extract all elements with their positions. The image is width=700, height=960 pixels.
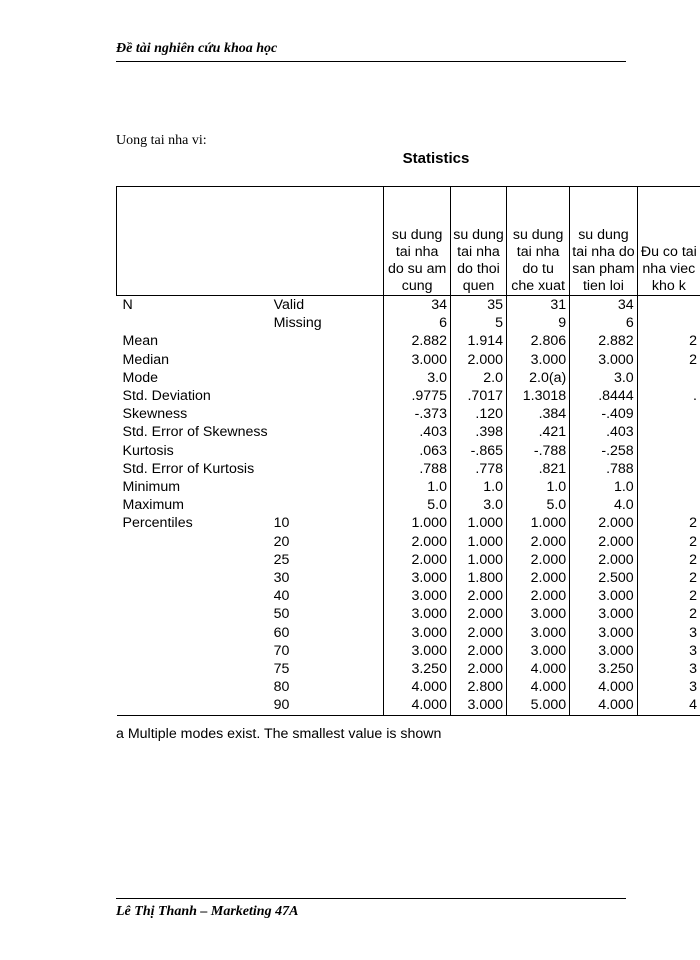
table-cell: 34 — [384, 296, 451, 315]
table-cell: .384 — [507, 405, 570, 423]
table-cell: 2 — [637, 332, 700, 350]
table-row — [117, 478, 700, 496]
table-cell: .120 — [450, 405, 506, 423]
table-cell: 5 — [450, 314, 506, 332]
footnote: a Multiple modes exist. The smallest value is shown — [116, 726, 442, 742]
table-cell: 2.000 — [507, 587, 570, 605]
table-cell: 1.000 — [450, 551, 506, 569]
table-cell: 2.000 — [570, 551, 638, 569]
table-cell: 3.000 — [507, 642, 570, 660]
table-cell: 1.0 — [450, 478, 506, 496]
table-cell: 6 — [384, 314, 451, 332]
table-cell: 3.000 — [507, 605, 570, 623]
table-cell: -.865 — [450, 442, 506, 460]
row-sublabel: 80 — [273, 679, 290, 696]
table-cell: 3.000 — [384, 605, 451, 623]
table-cell: 4.000 — [384, 696, 451, 715]
row-label: Median — [122, 351, 170, 368]
table-row — [117, 442, 700, 460]
table-row — [117, 296, 700, 315]
table-cell: 3.000 — [507, 351, 570, 369]
column-header: su dung tai nha do thoi quen — [450, 187, 506, 296]
row-sublabel — [271, 460, 384, 478]
table-cell: 5.0 — [384, 496, 451, 514]
table-cell: 1.3018 — [507, 387, 570, 405]
table-cell: 1.000 — [450, 514, 506, 532]
row-sublabel: 50 — [273, 606, 290, 623]
table-cell: 2.000 — [507, 551, 570, 569]
row-sublabel: 60 — [273, 624, 290, 641]
row-label: Mean — [122, 333, 158, 350]
footer-rule — [116, 898, 626, 899]
table-row — [117, 460, 700, 478]
table-cell: 2.0(a) — [507, 369, 570, 387]
table-cell: -.788 — [507, 442, 570, 460]
table-cell — [637, 296, 700, 315]
table-cell: .063 — [384, 442, 451, 460]
table-cell: 3.000 — [384, 587, 451, 605]
table-cell: 3.000 — [570, 624, 638, 642]
table-cell: 3.000 — [384, 351, 451, 369]
table-row — [117, 369, 700, 387]
table-row — [117, 660, 700, 678]
row-sublabel: 10 — [273, 515, 290, 532]
table-row — [117, 332, 700, 350]
table-cell: 3.000 — [450, 696, 506, 715]
intro-text: Uong tai nha vi: — [116, 133, 207, 148]
row-label: Maximum — [122, 497, 184, 514]
table-row — [117, 423, 700, 441]
table-cell: -.258 — [570, 442, 638, 460]
column-header: Đu co tai nha viec kho k — [637, 187, 700, 296]
table-body — [117, 296, 700, 716]
table-cell: -.373 — [384, 405, 451, 423]
row-label: Minimum — [122, 479, 181, 496]
table-cell: 4.000 — [384, 678, 451, 696]
table-cell — [637, 405, 700, 423]
table-row — [117, 387, 700, 405]
table-cell: 3 — [637, 624, 700, 642]
table-cell: 2.000 — [450, 642, 506, 660]
corner-cell — [117, 187, 384, 296]
table-cell: 2 — [637, 514, 700, 532]
table-row — [117, 642, 700, 660]
table-cell: 2.0 — [450, 369, 506, 387]
table-cell: 34 — [570, 296, 638, 315]
row-label — [117, 642, 271, 660]
table-cell: 2.806 — [507, 332, 570, 350]
row-sublabel: 25 — [273, 551, 290, 568]
row-label — [117, 569, 271, 587]
table-cell: 5.000 — [507, 696, 570, 715]
table-title: Statistics — [402, 150, 470, 167]
row-sublabel: 70 — [273, 642, 290, 659]
table-cell — [637, 496, 700, 514]
table-cell: 1.914 — [450, 332, 506, 350]
table-cell: 4 — [637, 696, 700, 715]
table-cell: .788 — [570, 460, 638, 478]
row-label — [117, 314, 271, 332]
table-cell: 5.0 — [507, 496, 570, 514]
table-cell: 6 — [570, 314, 638, 332]
row-label: Std. Error of Skewness — [122, 424, 268, 441]
table-cell — [637, 314, 700, 332]
table-row — [117, 587, 700, 605]
table-row — [117, 624, 700, 642]
header-rule — [116, 61, 626, 62]
table-cell: 35 — [450, 296, 506, 315]
table-cell: 1.000 — [450, 533, 506, 551]
table-cell: 2.000 — [507, 533, 570, 551]
table-cell: 3.000 — [570, 587, 638, 605]
row-sublabel — [271, 332, 384, 350]
table-row — [117, 514, 700, 532]
table-cell: 2.000 — [450, 605, 506, 623]
table-cell: 1.800 — [450, 569, 506, 587]
table-cell: . — [637, 387, 700, 405]
row-label: Skewness — [122, 406, 188, 423]
table-row — [117, 351, 700, 369]
row-sublabel: 75 — [273, 661, 290, 678]
page-header: Đề tài nghiên cứu khoa học — [116, 41, 278, 56]
column-header: su dung tai nha do su am cung — [384, 187, 451, 296]
table-row — [117, 696, 700, 715]
row-sublabel — [271, 478, 384, 496]
row-label — [117, 551, 271, 569]
table-cell: 2.000 — [450, 587, 506, 605]
row-sublabel — [271, 496, 384, 514]
row-sublabel: 40 — [273, 588, 290, 605]
statistics-table — [116, 186, 700, 716]
row-sublabel — [271, 369, 384, 387]
table-cell: .7017 — [450, 387, 506, 405]
table-cell: 1.0 — [384, 478, 451, 496]
table-cell: 2.000 — [507, 569, 570, 587]
table-row — [117, 496, 700, 514]
table-cell: 3.000 — [384, 642, 451, 660]
table-cell: 2.000 — [570, 533, 638, 551]
row-sublabel: 20 — [273, 533, 290, 550]
table-cell: 2.800 — [450, 678, 506, 696]
table-row — [117, 314, 700, 332]
table-cell: 3.000 — [570, 351, 638, 369]
page-footer: Lê Thị Thanh – Marketing 47A — [116, 904, 299, 919]
row-label: Percentiles — [122, 515, 193, 532]
statistics-table-wrapper — [116, 186, 700, 725]
row-sublabel: 30 — [273, 570, 290, 587]
table-cell: 3.250 — [384, 660, 451, 678]
table-cell: 4.0 — [570, 496, 638, 514]
table-cell: 3.0 — [384, 369, 451, 387]
table-cell: 2.000 — [450, 351, 506, 369]
row-label: Std. Error of Kurtosis — [122, 460, 255, 477]
row-label: Kurtosis — [122, 442, 174, 459]
table-cell: .8444 — [570, 387, 638, 405]
table-cell: 2 — [637, 533, 700, 551]
table-cell: 31 — [507, 296, 570, 315]
table-cell: 3.000 — [384, 624, 451, 642]
table-cell: 3.0 — [570, 369, 638, 387]
table-cell — [637, 442, 700, 460]
table-cell: 9 — [507, 314, 570, 332]
table-cell: 3 — [637, 660, 700, 678]
table-cell: .403 — [570, 423, 638, 441]
row-label — [117, 533, 271, 551]
row-sublabel — [271, 405, 384, 423]
row-label — [117, 605, 271, 623]
table-cell: 2.000 — [384, 551, 451, 569]
row-sublabel: Missing — [273, 315, 322, 332]
table-cell: 2 — [637, 605, 700, 623]
row-label — [117, 587, 271, 605]
table-cell: 2 — [637, 351, 700, 369]
table-cell: 2.882 — [384, 332, 451, 350]
table-row — [117, 533, 700, 551]
table-cell: 3 — [637, 678, 700, 696]
table-cell — [637, 369, 700, 387]
table-row — [117, 569, 700, 587]
table-cell: 3.000 — [570, 642, 638, 660]
table-cell: 3.250 — [570, 660, 638, 678]
table-cell: 1.000 — [507, 514, 570, 532]
row-sublabel — [271, 351, 384, 369]
table-cell: 4.000 — [507, 660, 570, 678]
row-sublabel — [271, 387, 384, 405]
row-label — [117, 678, 271, 696]
table-cell: .9775 — [384, 387, 451, 405]
table-cell: .778 — [450, 460, 506, 478]
row-label: Std. Deviation — [122, 388, 211, 405]
row-label — [117, 696, 271, 715]
table-cell: 2.000 — [384, 533, 451, 551]
table-cell: 1.0 — [507, 478, 570, 496]
row-sublabel — [271, 442, 384, 460]
table-cell: 2.500 — [570, 569, 638, 587]
table-cell: -.409 — [570, 405, 638, 423]
table-cell: 3.000 — [384, 569, 451, 587]
row-sublabel: 90 — [271, 696, 384, 715]
table-cell — [637, 478, 700, 496]
table-cell: 3 — [637, 642, 700, 660]
table-cell: 1.0 — [570, 478, 638, 496]
table-cell: 4.000 — [570, 678, 638, 696]
row-label: N — [122, 297, 133, 313]
column-header: su dung tai nha do tu che xuat — [507, 187, 570, 296]
table-cell: .421 — [507, 423, 570, 441]
table-cell: 3.0 — [450, 496, 506, 514]
table-row — [117, 551, 700, 569]
table-row — [117, 405, 700, 423]
row-label — [117, 624, 271, 642]
table-cell: 2.882 — [570, 332, 638, 350]
row-label: Mode — [122, 369, 158, 386]
table-cell: 3.000 — [507, 624, 570, 642]
header-row — [117, 187, 700, 296]
table-cell: 2.000 — [450, 660, 506, 678]
table-cell: 1.000 — [384, 514, 451, 532]
row-label — [117, 660, 271, 678]
table-row — [117, 605, 700, 623]
row-sublabel: Valid — [273, 297, 305, 313]
table-cell: .788 — [384, 460, 451, 478]
table-cell: 2.000 — [570, 514, 638, 532]
table-row — [117, 678, 700, 696]
table-cell: 2.000 — [450, 624, 506, 642]
table-cell: 4.000 — [570, 696, 638, 715]
row-sublabel — [271, 423, 384, 441]
table-cell — [637, 423, 700, 441]
table-cell — [637, 460, 700, 478]
column-header: su dung tai nha do san pham tien loi — [570, 187, 638, 296]
table-cell: .821 — [507, 460, 570, 478]
table-cell: 2 — [637, 551, 700, 569]
table-cell: 4.000 — [507, 678, 570, 696]
table-cell: 2 — [637, 569, 700, 587]
table-cell: .403 — [384, 423, 451, 441]
table-cell: 2 — [637, 587, 700, 605]
table-cell: .398 — [450, 423, 506, 441]
table-cell: 3.000 — [570, 605, 638, 623]
